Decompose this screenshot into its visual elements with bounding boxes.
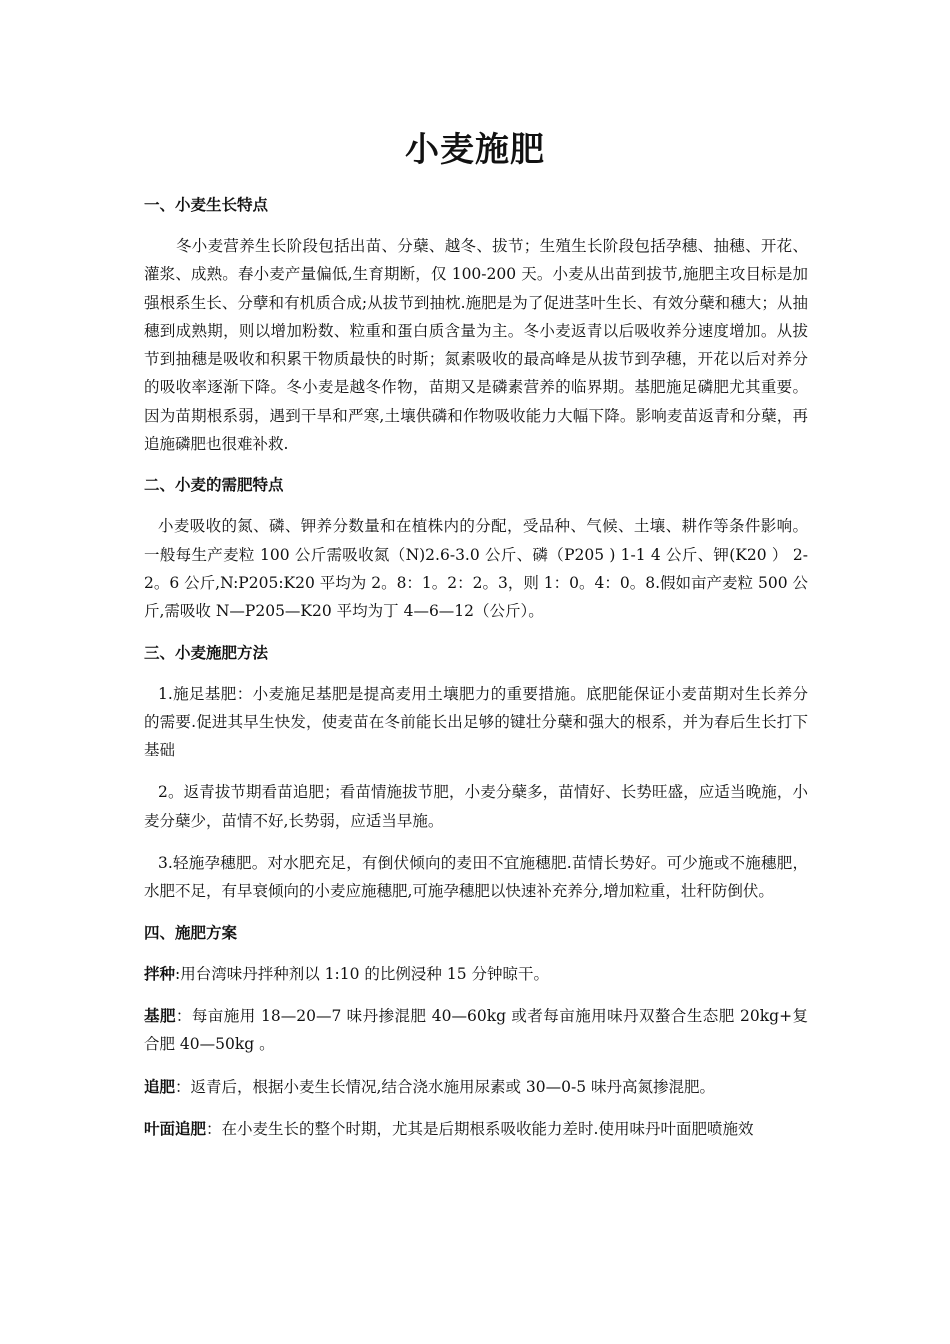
paragraph-method-base: 1.施足基肥：小麦施足基肥是提高麦用土壤肥力的重要措施。底肥能保证小麦苗期对生长养分的需要.促进其早生快发，使麦苗在冬前能长出足够的键壮分蘖和强大的根系，并为春后生长打下基础 bbox=[144, 684, 808, 760]
document-body bbox=[144, 192, 808, 1157]
plan-item-text: ：返青后，根据小麦生长情况,结合浇水施用尿素或 30—0-5 味丹高氮掺混肥。 bbox=[175, 1077, 715, 1096]
section-heading-fertilizer-needs: 二、小麦的需肥特点 bbox=[144, 476, 284, 495]
plan-item-label: 拌种 bbox=[144, 964, 176, 983]
plan-item-base-fertilizer bbox=[144, 1002, 808, 1059]
plan-item-label: 追肥 bbox=[144, 1077, 176, 1096]
plan-item-text: ：每亩施用 18—20—7 味丹掺混肥 40—60kg 或者每亩施用味丹双螯合生态肥 20kg+复合肥 40—50kg 。 bbox=[144, 1006, 808, 1054]
paragraph-fertilizer-needs: 小麦吸收的氮、磷、钾养分数量和在植株内的分配，受品种、气候、土壤、耕作等条件影响。一般每生产麦粒 100 公斤需吸收氮（N)2.6-3.0 公斤、磷（P205 ) 1-1 4 公斤、钾(K20 ） 2-2。6 公斤,N:P205:K20 平均为 2。8：1。2：2。3，则 1：0。4：0。8.假如亩产麦粒 500 公斤,需吸收 N—P205—K20 平均为丁 4—6—12（公斤）。 bbox=[144, 517, 808, 621]
paragraph-method-jointing: 2。返青拔节期看苗追肥；看苗情施拔节肥，小麦分蘖多，苗情好、长势旺盛，应适当晚施，小麦分蘖少，苗情不好,长势弱，应适当早施。 bbox=[144, 783, 808, 830]
plan-item-top-dressing bbox=[144, 1073, 808, 1101]
section-heading-methods: 三、小麦施肥方法 bbox=[144, 643, 269, 662]
paragraph-method-booting: 3.轻施孕穗肥。对水肥充足，有倒伏倾向的麦田不宜施穗肥.苗情长势好。可少施或不施穗肥，水肥不足，有早衰倾向的小麦应施穗肥,可施孕穗肥以快速补充养分,增加粒重，壮秆防倒伏。 bbox=[144, 854, 808, 901]
plan-item-seed-dressing bbox=[144, 960, 808, 988]
plan-item-label: 叶面追肥 bbox=[144, 1119, 207, 1138]
plan-item-foliar bbox=[144, 1115, 808, 1143]
section-heading-growth: 一、小麦生长特点 bbox=[144, 196, 269, 214]
section-heading-plan: 四、施肥方案 bbox=[144, 923, 238, 942]
plan-item-label: 基肥 bbox=[144, 1006, 176, 1025]
plan-item-text: ：在小麦生长的整个时期，尤其是后期根系吸收能力差时.使用味丹叶面肥喷施效 bbox=[206, 1119, 754, 1138]
document-title: 小麦施肥 bbox=[405, 130, 545, 170]
paragraph-growth: 冬小麦营养生长阶段包括出苗、分蘖、越冬、拔节；生殖生长阶段包括孕穗、抽穗、开花、灌浆、成熟。春小麦产量偏低,生育期断，仅 100-200 天。小麦从出苗到拔节,施肥主攻目标是加强根系生长、分孽和有机质合成;从拔节到抽枕.施肥是为了促进茎叶生长、有效分蘖和穗大；从抽穗到成熟期，则以增加粉数、粒重和蛋白质含量为主。冬小麦返青以后吸收养分速度增加。从拔节到抽穗是吸收和积累干物质最快的时斯；氮素吸收的最高峰是从拔节到孕穗，开花以后对养分的吸收率逐渐下降。冬小麦是越冬作物，苗期又是磷素营养的临界期。基肥施足磷肥尤其重要。因为苗期根系弱，遇到干旱和严寒,土壤供磷和作物吸收能力大幅下降。影响麦苗返青和分蘖，再追施磷肥也很难补救. bbox=[144, 237, 808, 454]
plan-item-text: :用台湾味丹拌种剂以 1:10 的比例浸种 15 分钟晾干。 bbox=[175, 964, 549, 983]
